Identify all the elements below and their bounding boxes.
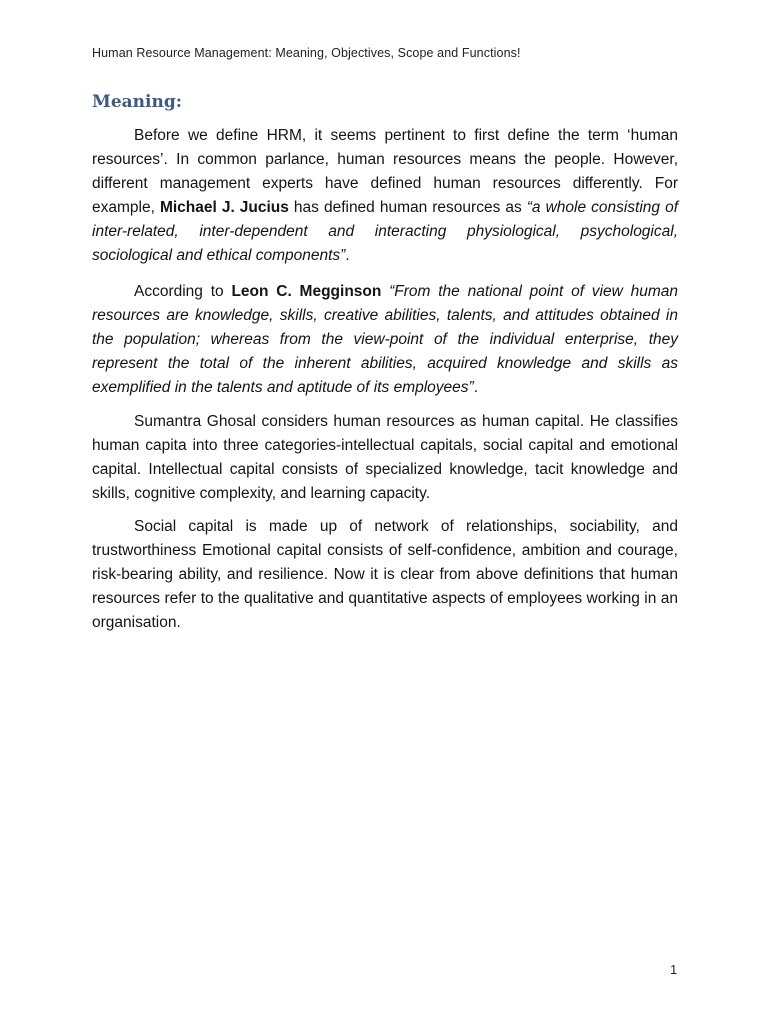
jucius-quote: “a whole consisting of inter-related, inter-dependent and interacting physiological, psychological, sociological and ethical components” xyxy=(92,199,679,264)
paragraph-1-lead: Before we define HRM, it seems pertinent to first define the term ‘human resources’. In common parlance, human resources means the people. However, different management experts have defined human resources differently. For example, xyxy=(92,127,678,216)
running-header: Human Resource Management: Meaning, Objectives, Scope and Functions! xyxy=(92,46,521,60)
paragraph-2-end: . xyxy=(473,379,479,396)
paragraph-3 xyxy=(92,410,678,506)
paragraph-2-lead: According to xyxy=(134,283,232,300)
author-name-megginson: Leon C. Megginson xyxy=(231,283,382,300)
paragraph-1-middle: has defined human resources as xyxy=(288,199,527,216)
paragraph-2 xyxy=(92,280,678,400)
paragraph-1 xyxy=(92,124,678,268)
paragraph-2-middle xyxy=(381,283,389,300)
paragraph-4-text: Social capital is made up of network of relationships, sociability, and trustworthiness Emotional capital consists of self-confidence, ambition and courage, risk-bearing ability, and resilience. Now it is clear from above definitions that human resources refer to the qualitative and quantitative aspects of employees working in an organisation. xyxy=(92,518,678,631)
section-heading: Meaning: xyxy=(92,92,182,112)
author-name-jucius: Michael J. Jucius xyxy=(159,199,289,216)
megginson-quote: “From the national point of view human resources are knowledge, skills, creative abilities, talents, and attitudes obtained in the population; whereas from the view-point of the individual enterprise, they represent the total of the inherent abilities, acquired knowledge and skills as exemplified in the talents and aptitude of its employees” xyxy=(92,283,678,396)
paragraph-1-end: . xyxy=(345,247,350,264)
paragraph-4 xyxy=(92,515,678,635)
paragraph-3-text: Sumantra Ghosal considers human resources as human capital. He classifies human capita into three categories-intellectual capitals, social capital and emotional capital. Intellectual capital consists of specialized knowledge, tacit knowledge and skills, cognitive complexity, and learning capacity. xyxy=(92,413,678,502)
page-number: 1 xyxy=(670,962,678,977)
